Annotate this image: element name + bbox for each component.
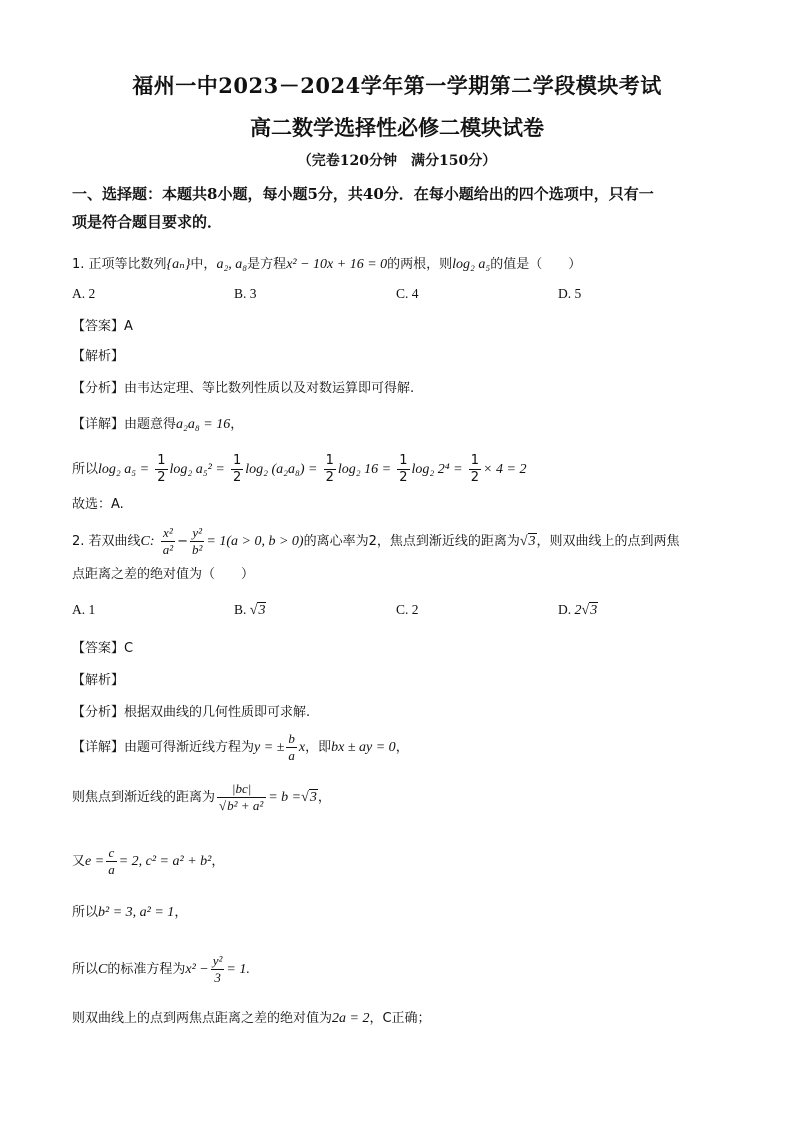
fraction: $\frac{1}{2}$ (470, 453, 480, 485)
q2-option-d: D. 2√3 (558, 602, 598, 618)
q1-analysis-label: 【解析】 (72, 349, 125, 364)
q1-option-a: A. 2 (72, 286, 96, 301)
q1-conclusion: 故选：A. (72, 497, 124, 512)
q2-analysis-label: 【解析】 (72, 673, 125, 688)
q2-fenxi: 【分析】根据双曲线的几何性质即可求解. (72, 705, 311, 720)
q2-final: 则双曲线上的点到两焦点距离之差的绝对值为2a = 2，C正确； (72, 1011, 431, 1026)
q1-stem: 1. 正项等比数列{aₙ}中，a₂, a₈是方程x² − 10x + 16 = 0的两根，则log₂ a₅的值是（ ） (72, 257, 582, 272)
q1-option-d: D. 5 (558, 286, 582, 301)
q2-eccentricity: 又e = $\frac{c}{a}$ = 2, c² = a² + b²， (72, 845, 225, 877)
fraction: $\frac{\text{x²}}{\text{a²}}$ (162, 525, 174, 557)
q2-stem-cont: 点距离之差的绝对值为（ ） (72, 567, 255, 582)
q2-detail: 【详解】由题可得渐近线方程为y = ± $\frac{b}{a}$ x，即bx ± ay = 0， (72, 731, 409, 763)
q1-option-c: C. 4 (396, 286, 419, 301)
section-heading-cont: 项是符合题目要求的． (72, 213, 223, 231)
q2-standard-equation: 所以C的标准方程为x² − $\frac{\text{y²}}{3}$ = 1. (72, 953, 250, 985)
q2-option-b: B. √3 (234, 602, 266, 618)
q2-answer: 【答案】C (72, 641, 134, 656)
q1-derivation: 所以log₂ a₅ = $\frac{1}{2}$ log₂ a₅² = $\frac{1}{2}$ log₂ (a₂a₈) = $\frac{1}{2}$ log₂ 16 = $\frac{1}{2}$ log₂ 2⁴ = $\frac{1}{2}$ × 4 = 2 (72, 453, 527, 485)
q2-result: 所以b² = 3, a² = 1， (72, 905, 188, 920)
fraction: $\frac{1}{2}$ (232, 453, 242, 485)
exam-info: （完卷120分钟 满分150分） (297, 153, 497, 169)
q1-option-b: B. 3 (234, 286, 257, 301)
q1-detail: 【详解】由题意得a₂a₈ = 16， (72, 417, 244, 432)
q2-distance: 则焦点到渐近线的距离为 $\frac{|bc|}{\text{√b² + a²}}$ = b =√3， (72, 781, 331, 813)
exam-subtitle: 高二数学选择性必修二模块试卷 (250, 115, 544, 140)
fraction: $\frac{c}{a}$ (108, 845, 115, 877)
q1-fenxi: 【分析】由韦达定理、等比数列性质以及对数运算即可得解. (72, 381, 415, 396)
q2-option-c: C. 2 (396, 602, 419, 617)
fraction: $\frac{|bc|}{\text{√b² + a²}}$ (217, 781, 266, 814)
fraction: $\frac{1}{2}$ (325, 453, 334, 485)
q2-stem: 2. 若双曲线C: $\frac{\text{x²}}{\text{a²}}$ − $\frac{\text{y²}}{\text{b²}}$ = 1(a > 0, b > 0)的离心率为2，焦点到渐近线的距离为√3，则双曲线上的点到两焦 (72, 525, 680, 557)
q1-answer: 【答案】A (72, 319, 133, 334)
fraction: $\frac{\text{y²}}{3}$ (212, 953, 223, 985)
fraction: $\frac{\text{y²}}{\text{b²}}$ (192, 525, 203, 557)
q2-option-a: A. 1 (72, 602, 96, 617)
section-heading: 一、选择题：本题共8小题，每小题5分，共40分．在每小题给出的四个选项中，只有一 (72, 185, 654, 203)
exam-title: 福州一中2023－2024学年第一学期第二学段模块考试 (132, 73, 662, 98)
fraction: $\frac{1}{2}$ (157, 453, 166, 485)
fraction: $\frac{b}{a}$ (288, 731, 295, 763)
fraction: $\frac{1}{2}$ (399, 453, 408, 485)
